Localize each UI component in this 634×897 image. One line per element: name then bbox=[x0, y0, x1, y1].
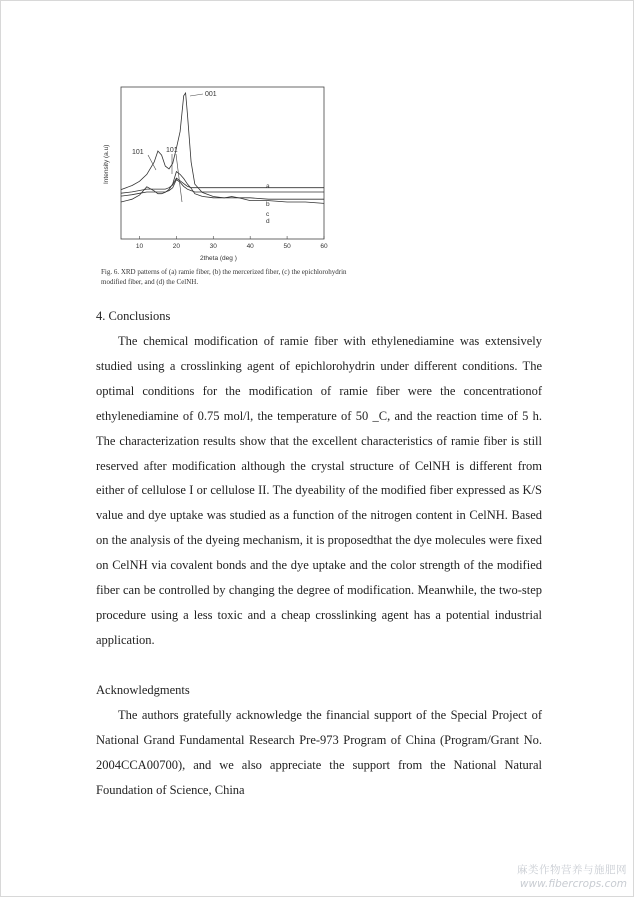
conclusions-heading: 4. Conclusions bbox=[96, 309, 171, 323]
peak-label-101-b: 101 bbox=[166, 147, 178, 154]
y-axis-label: Intensity (a.u) bbox=[103, 144, 110, 184]
curve-label-c: c bbox=[266, 211, 270, 218]
conclusions-paragraph: The chemical modification of ramie fiber with ethylenediamine was extensively studied using a crosslinking agent of epichlorohydrin under different conditions. The optimal conditions for the modification of ramie fiber were the concentrationof ethylenediamine of 0.75 mol/l, the temperature of 50 _C, and the reaction time of 5 h. The characterization results show that the excellent characteristics of ramie fiber is still reserved after modification although the crystal structure of CelNH is different from either of cellulose I or cellulose II. The dyeability of the modified fiber expressed as K/S value and dye uptake was studied as a function of the nitrogen content in CelNH. Based on the analysis of the dyeing mechanism, it is proposedthat the dye molecules were fixed on CelNH via covalent bonds and the dye uptake and the color strength of the modified fiber can be controlled by changing the degree of modification. Meanwhile, the two-step procedure using a less toxic and a cheap crosslinking agent has a potential industrial application. bbox=[96, 334, 542, 647]
watermark bbox=[507, 863, 627, 891]
curve-label-a: a bbox=[266, 183, 270, 190]
figure-caption: Fig. 6. XRD patterns of (a) ramie fiber, (b) the mercerized fiber, (c) the epichlorohydrin modified fiber, and (d) the CelNH. bbox=[101, 268, 347, 286]
x-tick-label: 10 bbox=[135, 243, 144, 250]
x-tick-label: 30 bbox=[209, 243, 217, 250]
x-tick-label: 20 bbox=[172, 243, 180, 250]
peak-leader-101-a bbox=[148, 155, 156, 170]
x-ticks bbox=[136, 236, 328, 250]
peak-leader-001 bbox=[190, 94, 203, 96]
watermark-chinese: 麻类作物营养与施肥网 bbox=[517, 864, 627, 876]
acknowledgments-paragraph: The authors gratefully acknowledge the financial support of the Special Project of National Grand Fundamental Research Pre-973 Program of China (Program/Grant No. 2004CCA00700), and we also appreciate the support from the National Natural Foundation of Science, China bbox=[96, 708, 542, 797]
peak-label-001: 001 bbox=[205, 91, 217, 98]
x-tick-label: 40 bbox=[246, 243, 254, 250]
curves bbox=[121, 93, 324, 203]
curve-label-b: b bbox=[266, 201, 270, 208]
peak-label-101-a: 101 bbox=[132, 149, 144, 156]
xrd-curve-a bbox=[121, 93, 324, 203]
plot-frame bbox=[121, 87, 324, 239]
x-tick-label: 50 bbox=[283, 243, 291, 250]
x-tick-label: 60 bbox=[320, 243, 328, 250]
xrd-curve-d bbox=[121, 178, 324, 193]
xrd-curve-b bbox=[121, 172, 324, 202]
acknowledgments-heading: Acknowledgments bbox=[96, 683, 190, 697]
x-axis-label: 2theta (deg ) bbox=[200, 255, 237, 262]
curve-label-d: d bbox=[266, 218, 270, 225]
watermark-url: www.fibercrops.com bbox=[519, 878, 627, 890]
xrd-figure bbox=[98, 84, 338, 274]
